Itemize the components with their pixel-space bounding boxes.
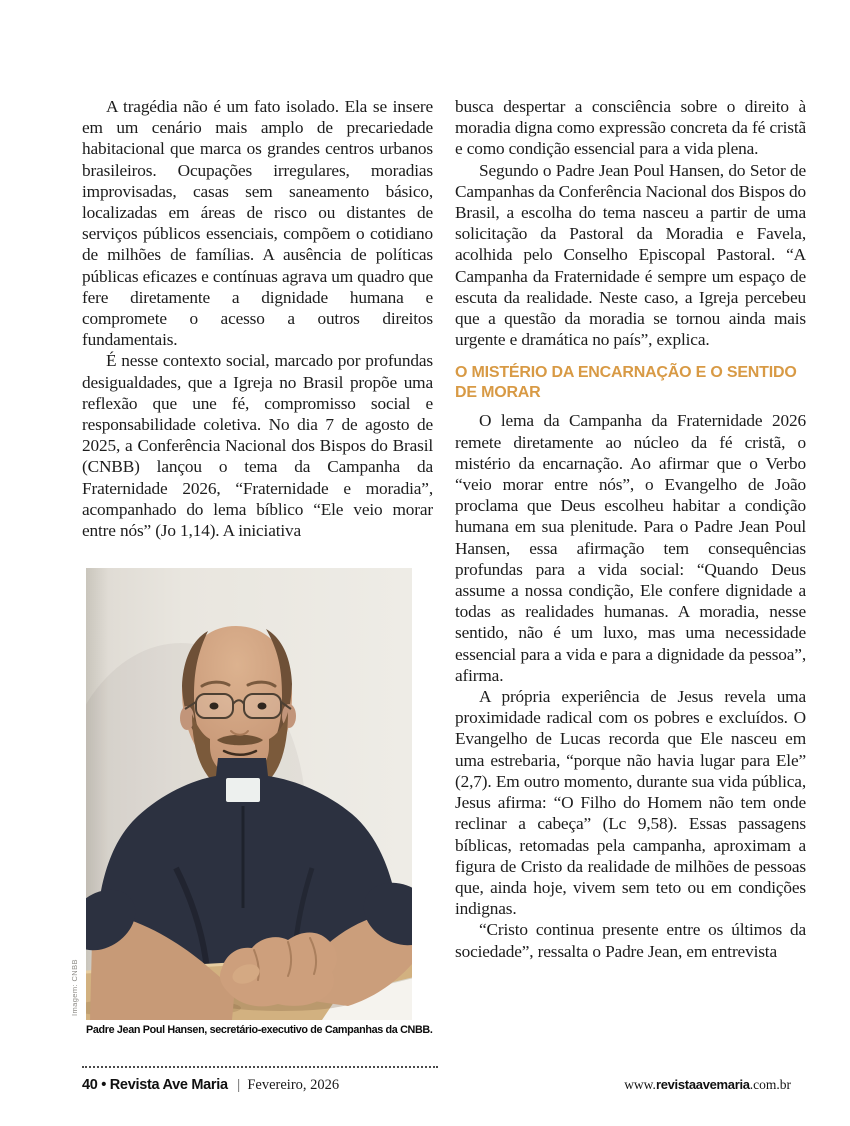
page-number-label: 40 • Revista Ave Maria [82, 1077, 228, 1093]
footer-separator: | [236, 1076, 241, 1092]
footer-divider [82, 1066, 438, 1068]
body-paragraph: É nesse contexto social, marcado por profundas desigualdades, que a Igreja no Brasil propõe uma reflexão que une fé, compromisso social e responsabilidade coletiva. No dia 7 de agosto de 2025, a Conferência Nacional dos Bispos do Brasil (CNBB) lançou o tema da Campanha da Fraternidade 2026, “Fraternidade e moradia”, acompanhado do lema bíblico “Ele veio morar entre nós” (Jo 1,14). A iniciativa [82, 351, 433, 541]
body-paragraph: O lema da Campanha da Fraternidade 2026 remete diretamente ao núcleo da fé cristã, o mistério da encarnação. Ao afirmar que o Verbo “veio morar entre nós”, o Evangelho de João proclama que Deus escolheu habitar a condição humana em sua plenitude. Para o Padre Jean Poul Hansen, essa afirmação tem consequências profundas para a vida social: “Quando Deus assume a nossa condição, Ele confere dignidade a todas as realidades humanas. A moradia, nesse sentido, não é um luxo, mas uma necessidade essencial para a vida e para a dignidade da pessoa”, afirma. [455, 411, 806, 685]
body-paragraph: Segundo o Padre Jean Poul Hansen, do Setor de Campanhas da Conferência Nacional dos Bispos do Brasil, a escolha do tema nasceu a partir de uma solicitação da Pastoral da Moradia e Favela, acolhida pelo Conselho Episcopal Pastoral. “A Campanha da Fraternidade é sempre um espaço de escuta da realidade. Neste caso, a Igreja percebeu que a questão da moradia se tornou ainda mais urgente e dramática no país”, explica. [455, 160, 806, 350]
footer [82, 1076, 791, 1094]
left-column [82, 96, 433, 541]
right-column [455, 96, 806, 962]
body-paragraph: A tragédia não é um fato isolado. Ela se insere em um cenário mais amplo de precariedade habitacional que marca os grandes centros urbanos brasileiros. Ocupações irregulares, moradias improvisadas, casas sem saneamento básico, localizadas em áreas de risco ou distantes de serviços públicos essenciais, compõem o cotidiano de milhões de famílias. A ausência de políticas públicas eficazes e contínuas agrava um quadro que fere diretamente a dignidade humana e compromete o acesso a outros direitos fundamentais. [82, 97, 433, 350]
priest-photo [86, 568, 412, 1020]
section-heading: O MISTÉRIO DA ENCARNAÇÃO E O SENTIDO DE MORAR [455, 364, 797, 402]
footer-url-suffix: .com.br [749, 1077, 791, 1092]
body-paragraph: A própria experiência de Jesus revela uma proximidade radical com os pobres e excluídos. O Evangelho de Lucas recorda que Ele nasceu em uma estrebaria, “porque não havia lugar para Ele” (2,7). Em outro momento, durante sua vida pública, Jesus afirma: “O Filho do Homem não tem onde reclinar a cabeça” (Lc 9,58). Essas passagens bíblicas, retomadas pela campanha, aproximam a figura de Cristo da realidade de milhões de pessoas que, ainda hoje, vivem sem teto ou em condições indignas. [455, 687, 806, 919]
photo-caption: Padre Jean Poul Hansen, secretário-executivo de Campanhas da CNBB. [86, 1024, 433, 1036]
footer-page-info [82, 1076, 339, 1094]
footer-date: Fevereiro, 2026 [247, 1077, 340, 1093]
footer-url-prefix: www. [624, 1077, 656, 1092]
body-paragraph: busca despertar a consciência sobre o direito à moradia digna como expressão concreta da fé cristã e como condição essencial para a vida plena. [455, 97, 806, 159]
body-paragraph: “Cristo continua presente entre os últimos da sociedade”, ressalta o Padre Jean, em entrevista [455, 920, 806, 961]
footer-url [624, 1077, 791, 1093]
photo-credit: Imagem: CNBB [70, 959, 79, 1016]
footer-url-domain: revistaavemaria [655, 1077, 750, 1092]
priest-portrait-image [86, 568, 412, 1020]
